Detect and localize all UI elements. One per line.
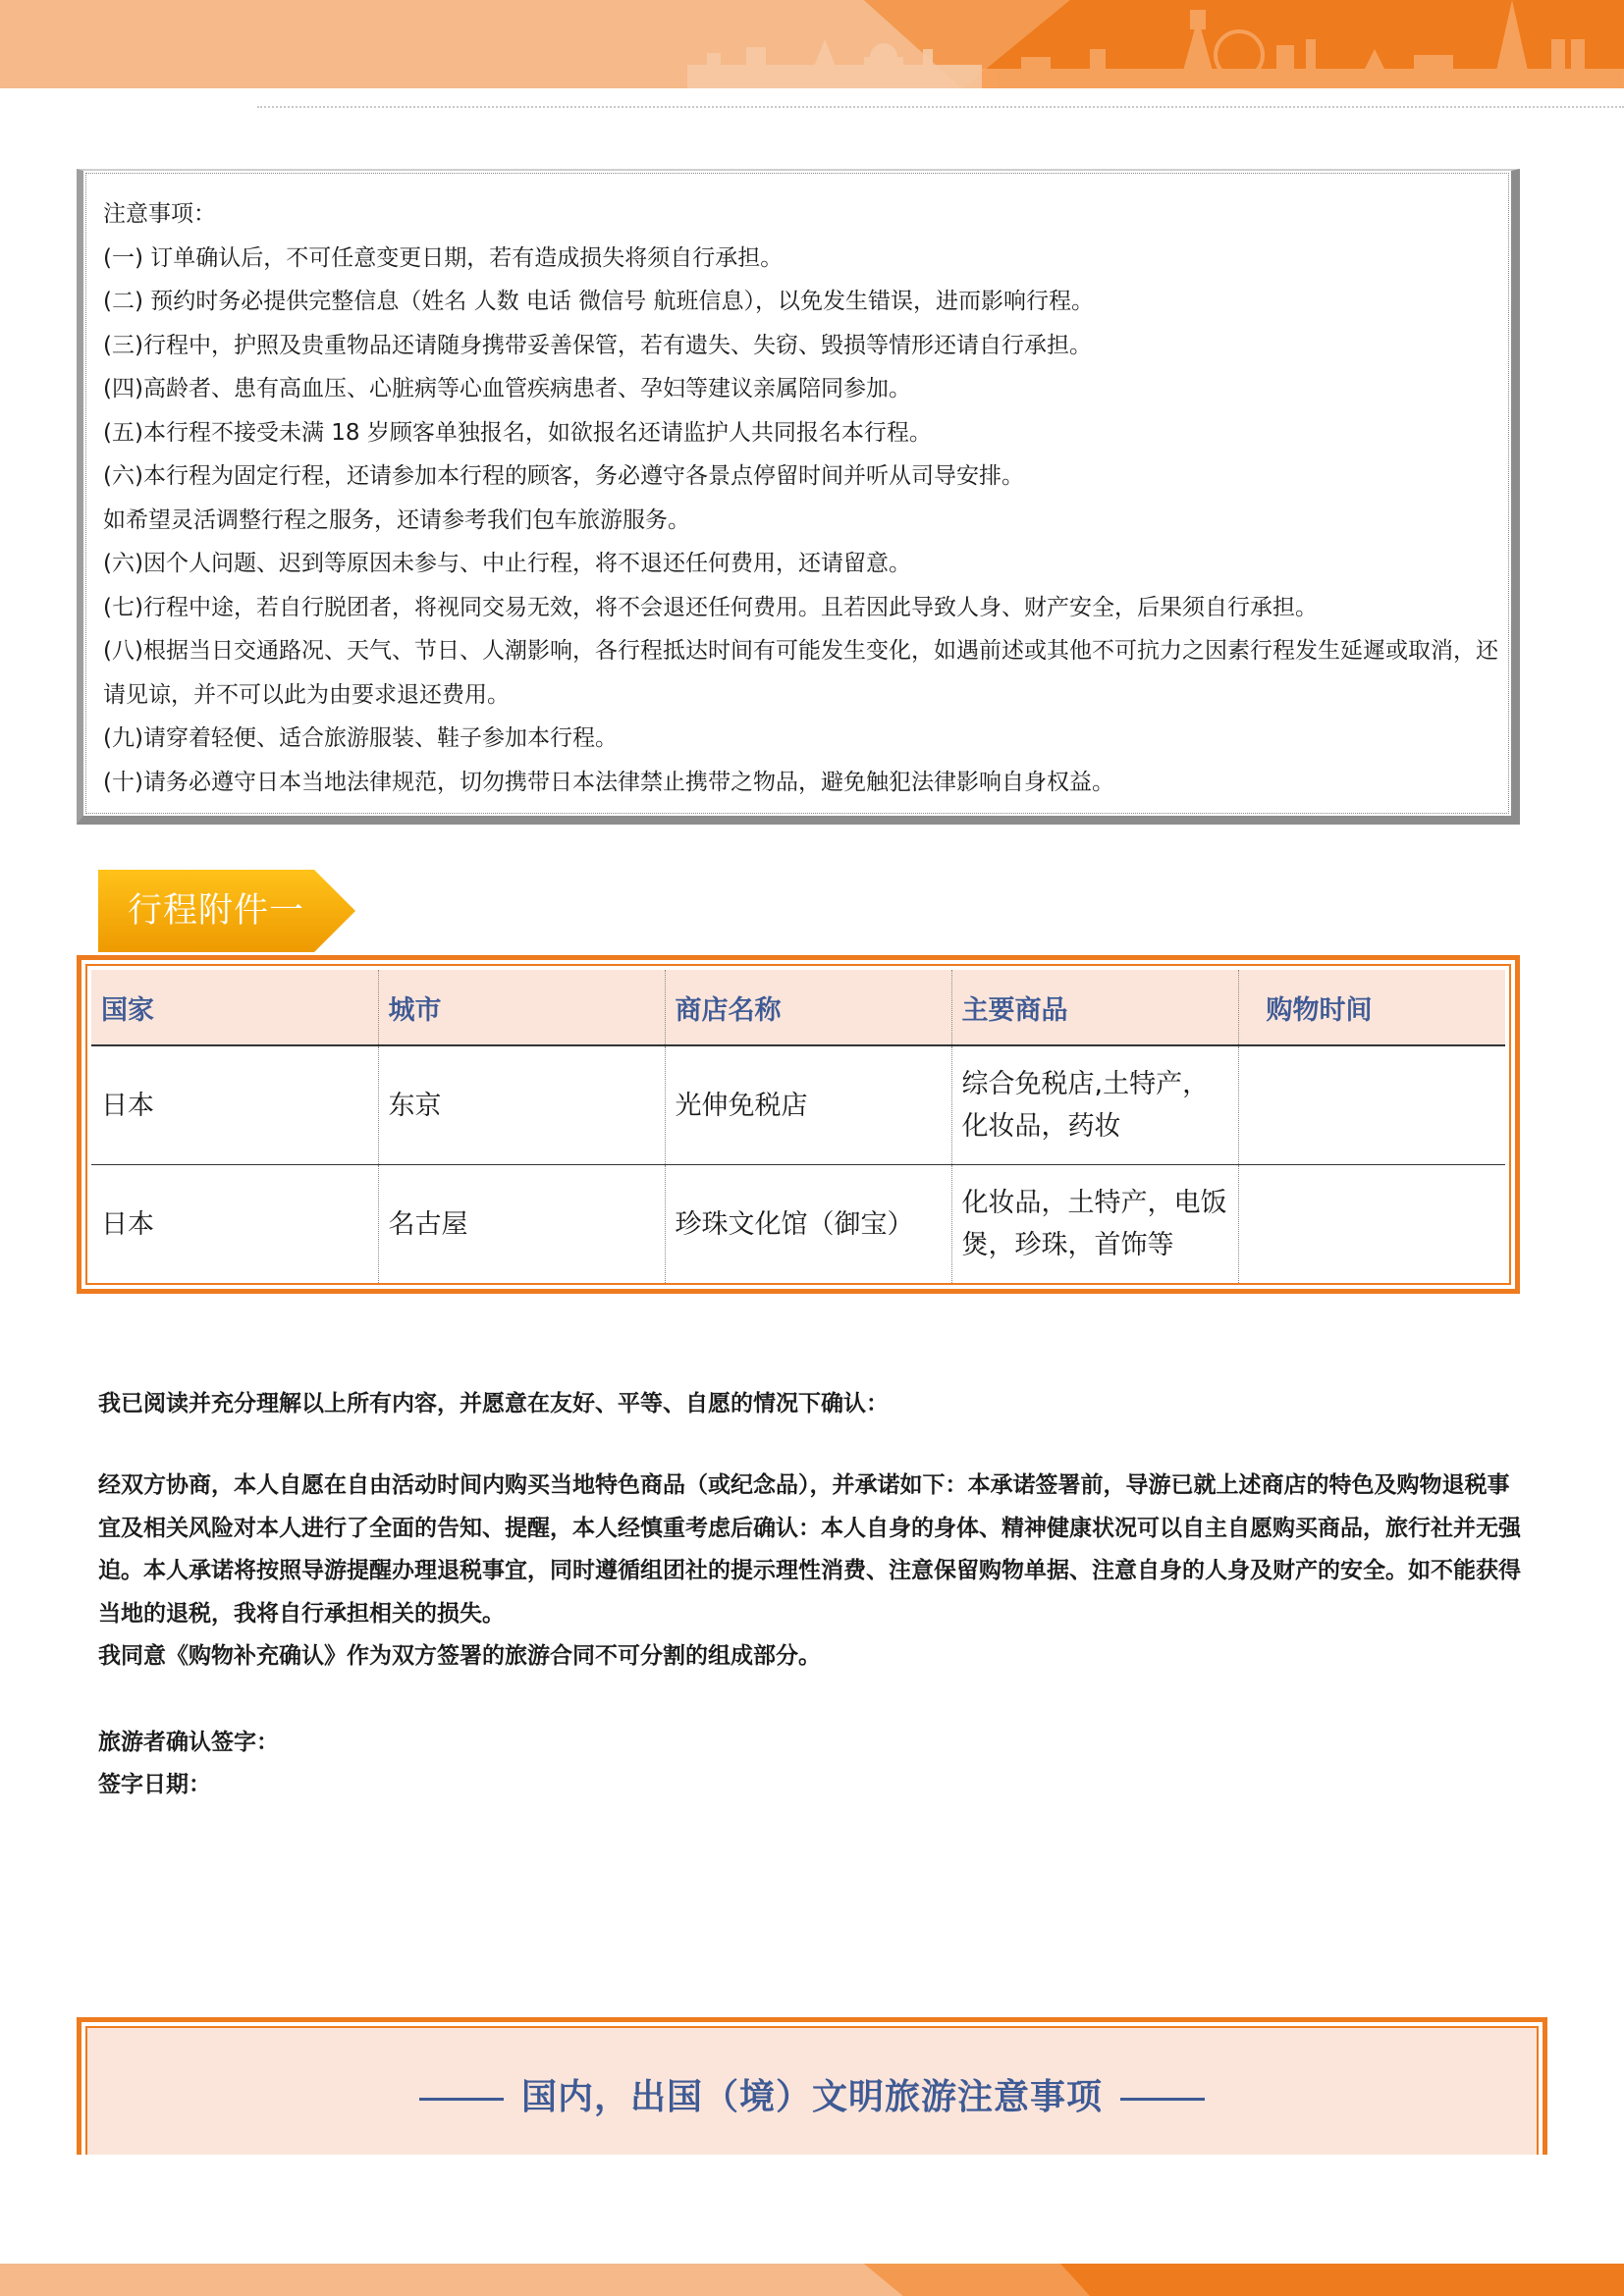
shop-table-frame [77, 955, 1520, 1294]
note-item: 如希望灵活调整行程之服务，还请参考我们包车旅游服务。 [103, 507, 690, 533]
page-footer-band [0, 2264, 1624, 2296]
cell-shopping-time [1238, 1045, 1505, 1165]
cell-main-goods: 化妆品，土特产，电饭煲，珍珠，首饰等 [951, 1165, 1238, 1284]
cell-shop-name: 珍珠文化馆（御宝） [665, 1165, 951, 1284]
note-item: (三)行程中，护照及贵重物品还请随身携带妥善保管，若有遗失、失窃、毁损等情形还请自行承担。 [103, 332, 1092, 358]
header-city: 城市 [378, 970, 665, 1045]
cell-city: 名古屋 [378, 1165, 665, 1284]
header-main-goods: 主要商品 [951, 970, 1238, 1045]
cell-city: 东京 [378, 1045, 665, 1165]
cell-country: 日本 [91, 1045, 378, 1165]
confirmation-agreement: 我同意《购物补充确认》作为双方签署的旅游合同不可分割的组成部分。 [98, 1643, 821, 1669]
note-item: (九)请穿着轻便、适合旅游服装、鞋子参加本行程。 [103, 725, 618, 751]
cell-shop-name: 光伸免税店 [665, 1045, 951, 1165]
banner-title-text: 国内，出国（境）文明旅游注意事项 [520, 2077, 1103, 2117]
note-item: (十)请务必遵守日本当地法律规范，切勿携带日本法律禁止携带之物品，避免触犯法律影响自身权益。 [103, 769, 1114, 795]
table-row [91, 1045, 1505, 1165]
note-item: (一) 订单确认后，不可任意变更日期，若有造成损失将须自行承担。 [103, 244, 784, 271]
notes-list [103, 192, 1501, 804]
note-item: (八)根据当日交通路况、天气、节日、人潮影响，各行程抵达时间有可能发生变化，如遇前述或其他不可抗力之因素行程发生延遲或取消，还请见谅，并不可以此为由要求退还费用。 [103, 638, 1498, 708]
confirmation-intro: 我已阅读并充分理解以上所有内容，并愿意在友好、平等、自愿的情况下确认： [98, 1391, 889, 1416]
confirmation-body: 经双方协商，本人自愿在自由活动时间内购买当地特色商品（或纪念品），并承诺如下：本承诺签署前，导游已就上述商店的特色及购物退税事宜及相关风险对本人进行了全面的告知、提醒，本人经慎重考虑后确认：本人自身的身体、精神健康状况可以自主自愿购买商品，旅行社并无强迫。本人承诺将按照导游提醒办理退税事宜，同时遵循组团社的提示理性消费、注意保留购物单据、注意自身的人身及财产的安全。如不能获得当地的退税，我将自行承担相关的损失。 [98, 1472, 1521, 1627]
header-shop-name: 商店名称 [665, 970, 951, 1045]
note-item: (二) 预约时务必提供完整信息（姓名 人数 电话 微信号 航班信息），以免发生错误，进而影响行程。 [103, 289, 1095, 314]
page-header-band [0, 0, 1624, 88]
civilized-travel-banner [77, 2017, 1547, 2155]
header-shopping-time: 购物时间 [1238, 970, 1505, 1045]
banner-right-dash [1120, 2098, 1205, 2101]
confirmation-section [98, 1382, 1532, 1806]
table-row [91, 1165, 1505, 1284]
shop-table [91, 970, 1505, 1283]
note-item: (六)本行程为固定行程，还请参加本行程的顾客，务必遵守各景点停留时间并听从司导安排。 [103, 463, 1024, 489]
banner-heading [81, 2069, 1543, 2119]
note-item: (四)高龄者、患有高血压、心脏病等心血管疾病患者、孕妇等建议亲属陪同参加。 [103, 376, 911, 401]
header-divider [257, 106, 1624, 108]
signature-date-label: 签字日期： [98, 1771, 211, 1797]
note-item: (六)因个人问题、迟到等原因未参与、中止行程，将不退还任何费用，还请留意。 [103, 551, 911, 576]
banner-left-dash [419, 2098, 504, 2101]
notes-box [77, 169, 1520, 825]
notes-title: 注意事项： [103, 201, 216, 227]
footer-stripe [0, 2264, 1624, 2296]
table-header-row [91, 970, 1505, 1045]
attachment-tag [98, 870, 355, 952]
signature-label: 旅游者确认签字： [98, 1729, 279, 1755]
note-item: (七)行程中途，若自行脱团者，将视同交易无效，将不会退还任何费用。且若因此导致人身、财产安全，后果须自行承担。 [103, 594, 1318, 620]
note-item: (五)本行程不接受未满 18 岁顾客单独报名，如欲报名还请监护人共同报名本行程。 [103, 419, 932, 446]
city-skyline-decoration [0, 0, 1624, 88]
cell-shopping-time [1238, 1165, 1505, 1284]
cell-country: 日本 [101, 1208, 154, 1240]
header-country: 国家 [91, 970, 378, 1045]
cell-main-goods: 综合免税店,土特产，化妆品，药妆 [951, 1045, 1238, 1165]
attachment-tag-label: 行程附件一 [128, 891, 305, 931]
